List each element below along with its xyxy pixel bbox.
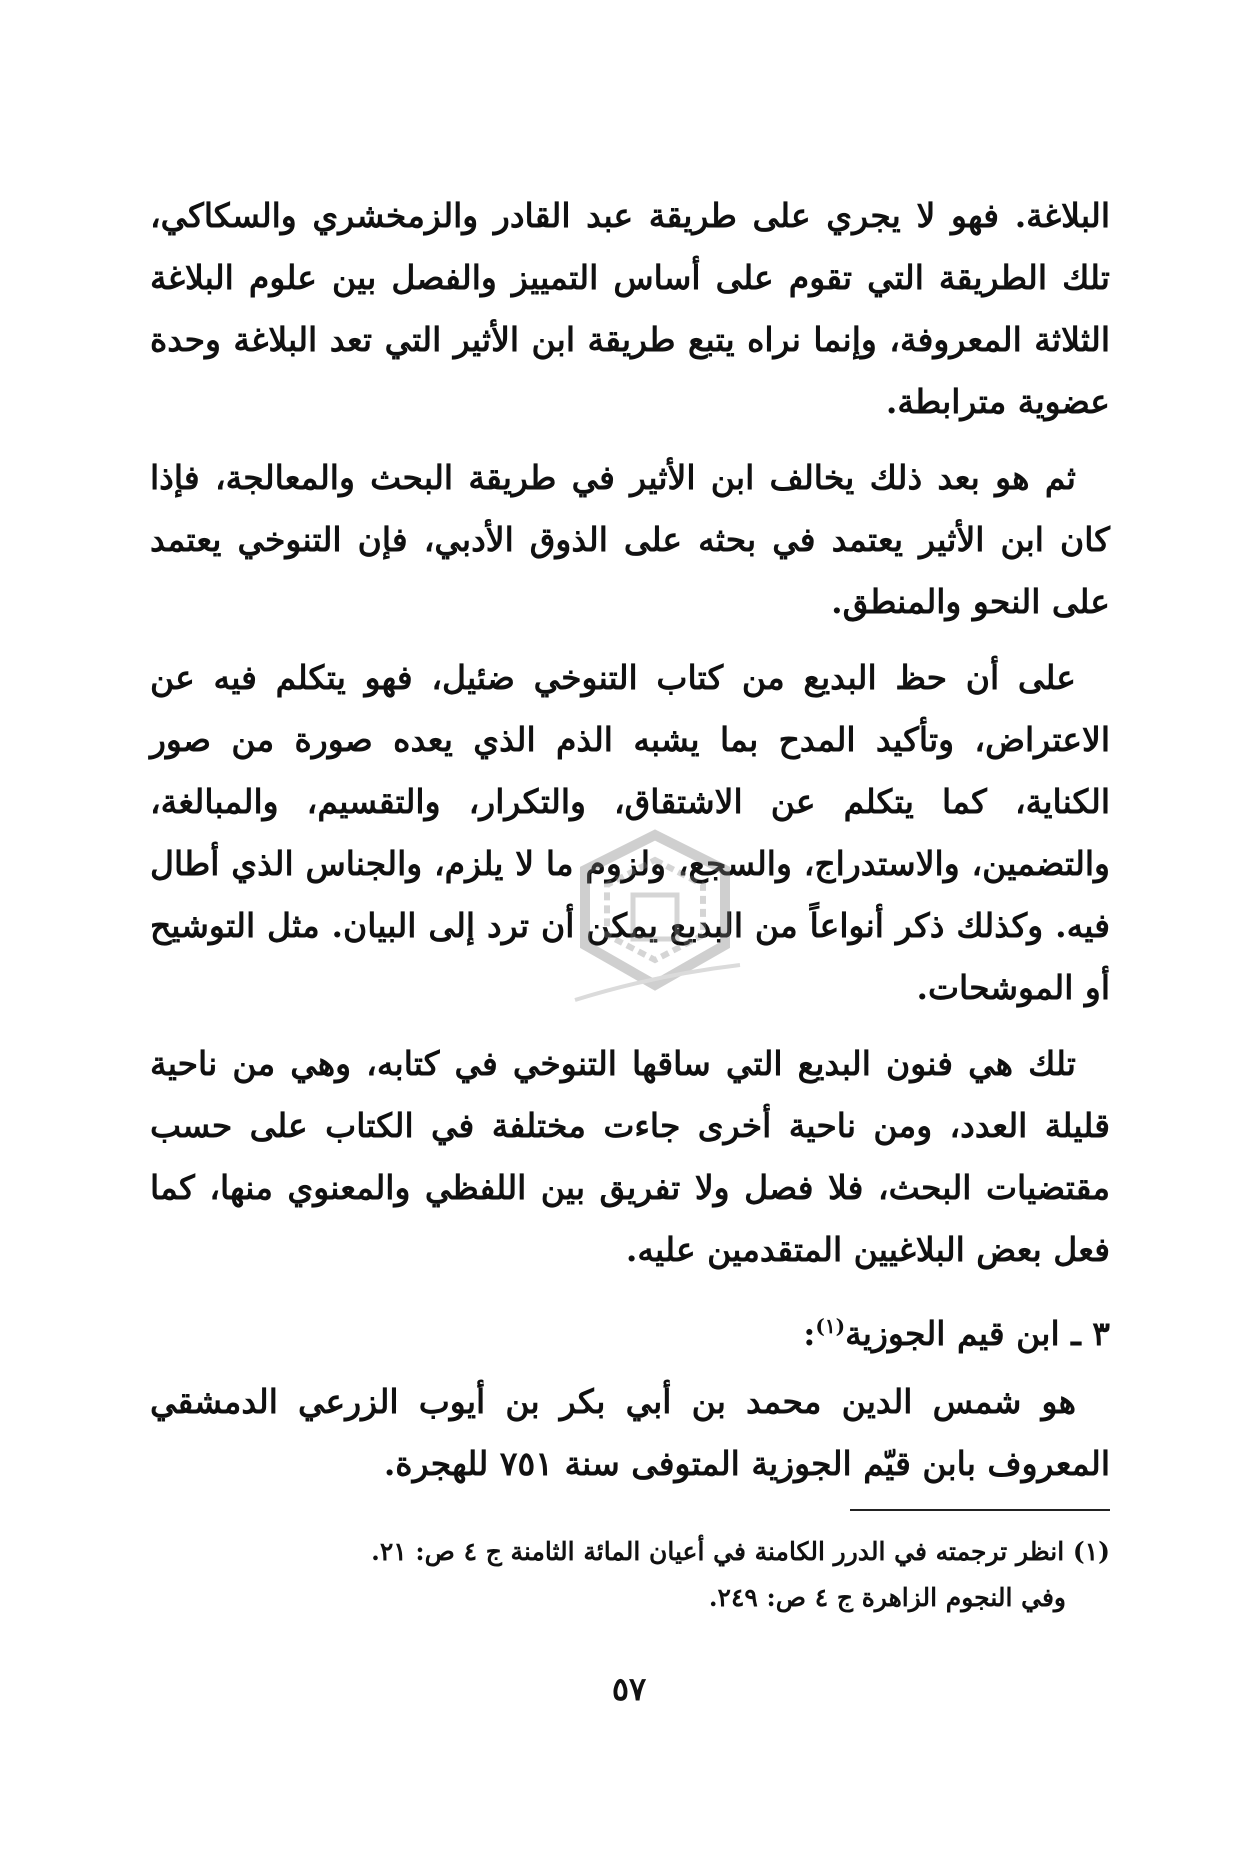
footnote-ref: (١) bbox=[815, 1314, 846, 1338]
paragraph-2: ثم هو بعد ذلك يخالف ابن الأثير في طريقة البحث والمعالجة، فإذا كان ابن الأثير يعتمد في بحثه على الذوق الأدبي، فإن التنوخي يعتمد على النحو والمنطق. bbox=[150, 458, 1110, 621]
footnote-divider bbox=[850, 1509, 1110, 1511]
paragraph-4: تلك هي فنون البديع التي ساقها التنوخي في كتابه، وهي من ناحية قليلة العدد، ومن ناحية أخرى جاءت مختلفة في الكتاب على حسب مقتضيات البحث، فلا فصل ولا تفريق بين اللفظي والمعنوي منها، كما فعل بعض البلاغيين المتقدمين عليه. bbox=[150, 1044, 1110, 1269]
page-number: ٥٧ bbox=[611, 1670, 647, 1708]
page-body bbox=[150, 185, 1110, 1805]
footnote-1-continued: وفي النجوم الزاهرة ج ٤ ص: ٢٤٩. bbox=[708, 1583, 1066, 1612]
section-heading-suffix: : bbox=[803, 1314, 816, 1353]
paragraph-3: على أن حظ البديع من كتاب التنوخي ضئيل، فهو يتكلم فيه عن الاعتراض، وتأكيد المدح بما يشبه الذم الذي يعده صورة من صور الكناية، كما يتكلم عن الاشتقاق، والتكرار، والتقسيم، والمبالغة، والتضمين، والاستدراج، والسجع، ولزوم ما لا يلزم، والجناس الذي أطال فيه. وكذلك ذكر أنواعاً من البديع يمكن أن ترد إلى البيان. مثل التوشيح أو الموشحات. bbox=[150, 658, 1110, 1007]
section-heading bbox=[150, 1295, 1110, 1365]
paragraph-1: البلاغة. فهو لا يجري على طريقة عبد القادر والزمخشري والسكاكي، تلك الطريقة التي تقوم على أساس التمييز والفصل بين علوم البلاغة الثلاثة المعروفة، وإنما نراه يتبع طريقة ابن الأثير التي تعد البلاغة وحدة عضوية مترابطة. bbox=[150, 196, 1110, 421]
bio-paragraph: هو شمس الدين محمد بن أبي بكر بن أيوب الزرعي الدمشقي المعروف بابن قيّم الجوزية المتوفى سنة ٧٥١ للهجرة. bbox=[150, 1382, 1110, 1483]
section-heading-text: ٣ ـ ابن قيم الجوزية bbox=[845, 1314, 1110, 1353]
footnote-1: (١) انظر ترجمته في الدرر الكامنة في أعيان المائة الثامنة ج ٤ ص: ٢١. bbox=[371, 1537, 1110, 1566]
